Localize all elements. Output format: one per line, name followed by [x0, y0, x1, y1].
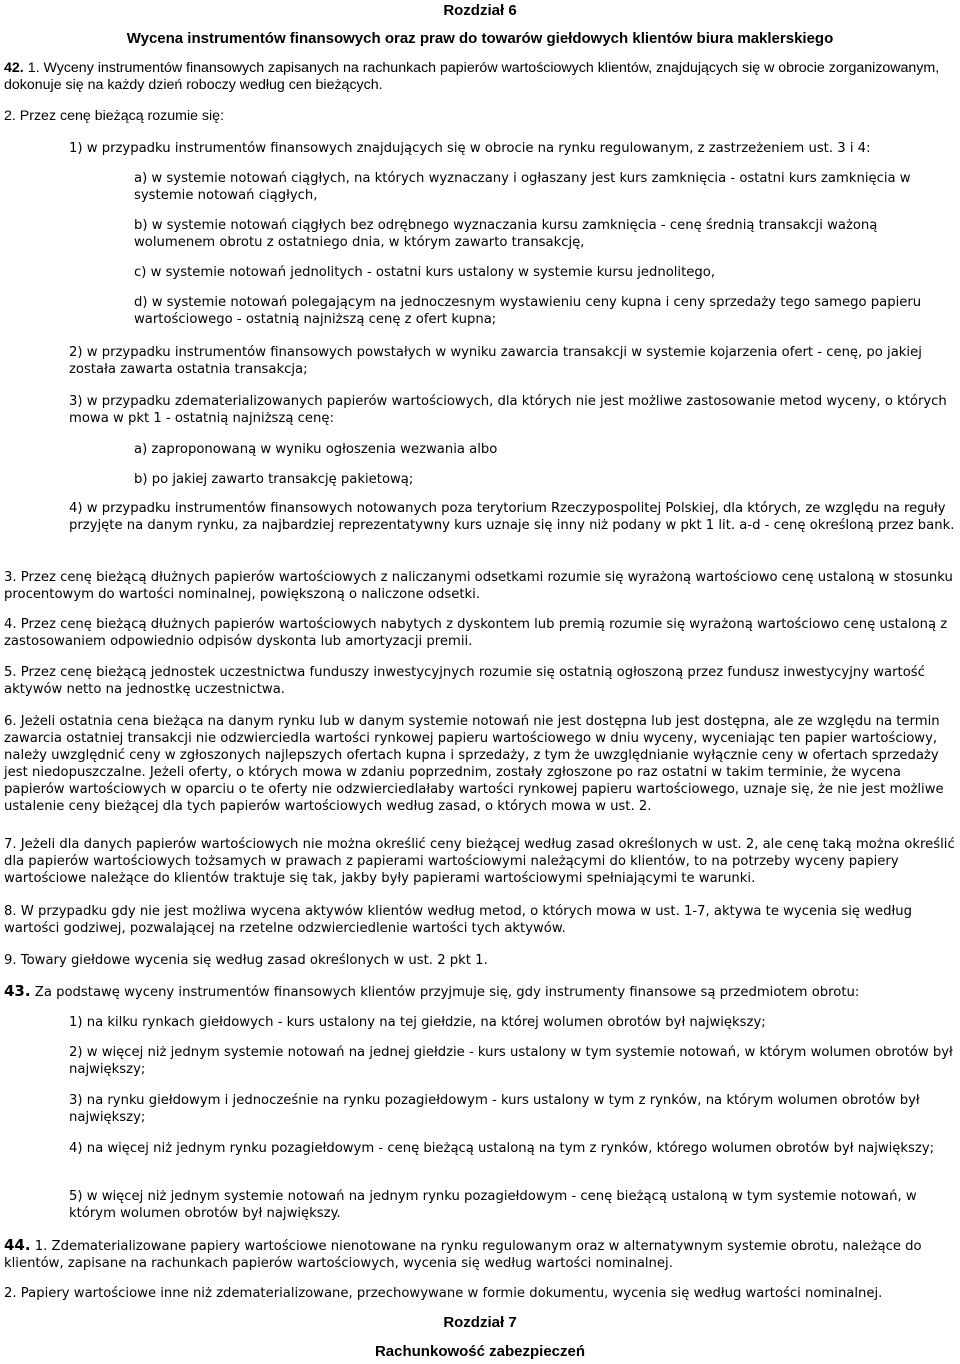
s42-item-3: 3) w przypadku zdematerializowanych papierów wartościowych, dla których nie jest możliwe zastosowanie metod wyceny, o których mowa w pkt 1 - ostatnią najniższą cenę: [69, 394, 947, 426]
chapter-7-heading: Rozdział 7 [443, 1314, 517, 1331]
s42-item-4: 4) w przypadku instrumentów finansowych notowanych poza terytorium Rzeczypospolitej Polskiej, dla których, ze względu na reguły przyjęte na danym rynku, za najbardziej reprezentatywny kurs uznaje się inny niż podany w pkt 1 lit. a-d - cenę określoną przez bank. [69, 501, 955, 533]
s43-item-4: 4) na więcej niż jednym rynku pozagiełdowym - cenę bieżącą ustaloną na tym z rynków, którego wolumen obrotów był największy; [69, 1141, 935, 1156]
s42-paragraph-2: 2. Przez cenę bieżącą rozumie się: [4, 108, 225, 124]
s42-item-3a: a) zaproponowaną w wyniku ogłoszenia wezwania albo [134, 442, 498, 457]
s42-item-1c: c) w systemie notowań jednolitych - ostatni kurs ustalony w systemie kursu jednolitego, [134, 265, 716, 280]
s44-number: 44. [4, 1236, 31, 1254]
s42-item-1b: b) w systemie notowań ciągłych bez odrębnego wyznaczania kursu zamknięcia - cenę średnią transakcji ważoną wolumenem obrotu z ostatniego dnia, w którym zawarto transakcję, [134, 218, 878, 250]
s42-paragraph-8: 8. W przypadku gdy nie jest możliwa wycena aktywów klientów według metod, o których mowa w ust. 1-7, aktywa te wycenia się według wartości godziwej, pozwalającej na rzetelne odzwierciedlenie wartości tych aktywów. [4, 904, 912, 936]
s43-item-3: 3) na rynku giełdowym i jednocześnie na rynku pozagiełdowym - kurs ustalony w tym z rynków, na którym wolumen obrotów był największy; [69, 1093, 920, 1125]
s44-paragraph-2: 2. Papiery wartościowe inne niż zdematerializowane, przechowywane w formie dokumentu, wycenia się według wartości nominalnej. [4, 1286, 883, 1301]
s43-intro: 43. Za podstawę wyceny instrumentów finansowych klientów przyjmuje się, gdy instrumenty finansowe są przedmiotem obrotu: [4, 982, 860, 1000]
s42-paragraph-3: 3. Przez cenę bieżącą dłużnych papierów wartościowych z naliczanymi odsetkami rozumie się wyrażoną wartościowo cenę ustaloną w stosunku procentowym do wartości nominalnej, powiększoną o naliczone odsetki. [4, 570, 953, 602]
s42-paragraph-1: 42. 1. Wyceny instrumentów finansowych zapisanych na rachunkach papierów wartościowych klientów, znajdujących się w obrocie zorganizowanym, dokonuje się na każdy dzień roboczy według cen bieżących. [4, 60, 940, 93]
s43-number: 43. [4, 982, 31, 1000]
s42-paragraph-7: 7. Jeżeli dla danych papierów wartościowych nie można określić ceny bieżącej według zasad określonych w ust. 2, ale cenę taką można określić dla papierów wartościowych tożsamych w prawach z papierami wartościowymi należącymi do klientów, to na potrzeby wyceny papiery wartościowe należące do klientów traktuje się tak, jakby były papierami wartościowymi spełniającymi te warunki. [4, 837, 955, 886]
s42-item-1: 1) w przypadku instrumentów finansowych znajdujących się w obrocie na rynku regulowanym, z zastrzeżeniem ust. 3 i 4: [69, 141, 871, 156]
s43-item-5: 5) w więcej niż jednym systemie notowań na jednym rynku pozagiełdowym - cenę bieżącą ustaloną w tym systemie notowań, w którym wolumen obrotów był największy. [69, 1189, 917, 1221]
s43-item-1: 1) na kilku rynkach giełdowych - kurs ustalony na tej giełdzie, na której wolumen obrotów był największy; [69, 1015, 766, 1030]
s42-item-1d: d) w systemie notowań polegającym na jednoczesnym wystawieniu ceny kupna i ceny sprzedaży tego samego papieru wartościowego - ostatnią najniższą cenę z ofert kupna; [134, 295, 922, 327]
s42-paragraph-9: 9. Towary giełdowe wycenia się według zasad określonych w ust. 2 pkt 1. [4, 953, 488, 968]
s42-number: 42. [4, 60, 24, 76]
s42-paragraph-5: 5. Przez cenę bieżącą jednostek uczestnictwa funduszy inwestycyjnych rozumie się ostatnią ogłoszoną przez fundusz inwestycyjny wartość aktywów netto na jednostkę uczestnictwa. [4, 665, 925, 697]
s42-paragraph-6: 6. Jeżeli ostatnia cena bieżąca na danym rynku lub w danym systemie notowań nie jest dostępna lub jest dostępna, ale ze względu na termin zawarcia ostatniej transakcji nie odzwierciedla wartości rynkowej papieru wartościowego w dniu wyceny, wyceniając ten papier wartościowy, należy uwzględnić ceny w zgłoszonych najlepszych ofertach kupna i sprzedaży, z tym że uwzględnianie wyłącznie ceny w ofertach sprzedaży jest niedopuszczalne. Jeżeli oferty, o których mowa w zdaniu poprzednim, zostały zgłoszone po raz ostatni w takim terminie, że wycena papierów wartościowych w oparciu o te oferty nie odzwierciedlałaby wartości rynkowej papieru wartościowego, uznaje się, że nie jest możliwe ustalenie ceny bieżącej dla tych papierów wartościowych według zasad, o których mowa w ust. 2. [4, 714, 944, 814]
chapter-6-title: Wycena instrumentów finansowych oraz praw do towarów giełdowych klientów biura maklerskiego [126, 30, 834, 47]
s44-paragraph-1: 44. 1. Zdematerializowane papiery wartościowe nienotowane na rynku regulowanym oraz w alternatywnym systemie obrotu, należące do klientów, zapisane na rachunkach papierów wartościowych, wycenia się według wartości nominalnej. [4, 1236, 922, 1271]
s43-item-2: 2) w więcej niż jednym systemie notowań na jednej giełdzie - kurs ustalony w tym systemie notowań, w którym wolumen obrotów był największy; [69, 1045, 953, 1077]
s42-paragraph-4: 4. Przez cenę bieżącą dłużnych papierów wartościowych nabytych z dyskontem lub premią rozumie się wyrażoną wartościowo cenę ustaloną z zastosowaniem odpowiednio odpisów dyskonta lub amortyzacji premii. [4, 617, 948, 649]
section-42 [4, 60, 956, 94]
s42-item-2: 2) w przypadku instrumentów finansowych powstałych w wyniku zawarcia transakcji w systemie kojarzenia ofert - cenę, po jakiej została zawarta ostatnia transakcja; [69, 345, 922, 377]
chapter-6-heading: Rozdział 6 [443, 2, 517, 19]
chapter-7-title: Rachunkowość zabezpieczeń [374, 1343, 586, 1360]
s42-item-3b: b) po jakiej zawarto transakcję pakietową; [134, 472, 414, 487]
s42-item-1a: a) w systemie notowań ciągłych, na których wyznaczany i ogłaszany jest kurs zamknięcia - ostatni kurs zamknięcia w systemie notowań ciągłych, [134, 171, 911, 203]
